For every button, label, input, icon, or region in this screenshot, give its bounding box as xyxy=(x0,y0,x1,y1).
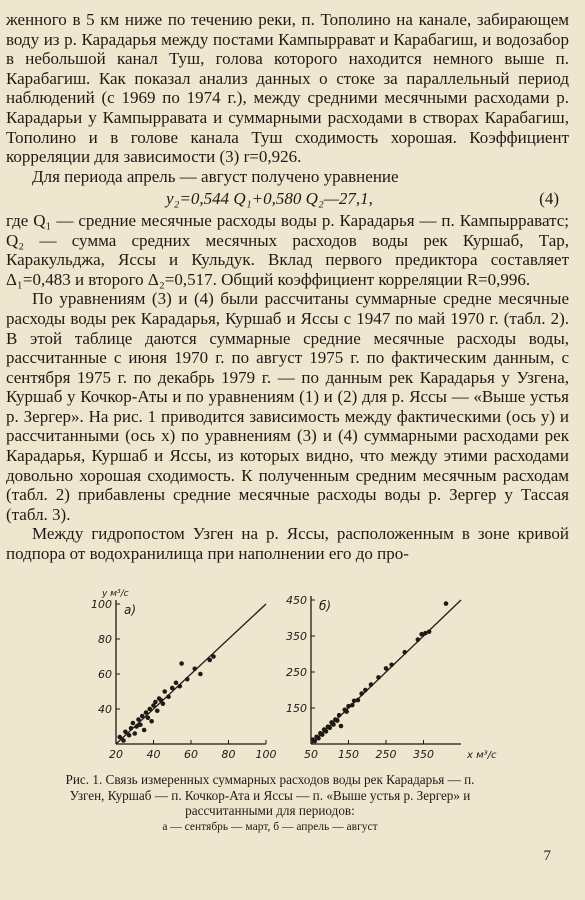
data-point xyxy=(123,729,128,734)
x-unit-label: x м³/с xyxy=(467,750,497,761)
data-point xyxy=(369,682,374,687)
data-point xyxy=(356,698,361,703)
data-point xyxy=(331,722,336,727)
y-tick-label: 40 xyxy=(98,703,112,716)
data-point xyxy=(155,708,160,713)
data-point xyxy=(146,715,151,720)
data-point xyxy=(149,719,154,724)
data-point xyxy=(211,654,216,659)
x-tick-label: 60 xyxy=(184,748,198,761)
data-point xyxy=(153,700,158,705)
data-point xyxy=(316,736,321,741)
data-point xyxy=(402,650,407,655)
scatter-chart-b xyxy=(265,588,497,768)
regression-line xyxy=(116,604,266,744)
x-tick-label: 50 xyxy=(304,748,318,761)
data-point xyxy=(185,677,190,682)
x-tick-label: 250 xyxy=(375,748,397,761)
data-point xyxy=(376,675,381,680)
data-point xyxy=(138,722,143,727)
data-point xyxy=(142,728,147,733)
data-point xyxy=(327,726,332,731)
data-point xyxy=(131,721,136,726)
data-point xyxy=(144,710,149,715)
figure-caption xyxy=(60,772,480,835)
paragraph: Для периода апрель — август получено уравнение xyxy=(32,166,399,186)
panel-label: б) xyxy=(319,599,332,613)
data-point xyxy=(121,738,126,743)
data-point xyxy=(324,729,329,734)
x-tick-label: 100 xyxy=(255,748,277,761)
x-tick-label: 150 xyxy=(338,748,359,761)
data-point xyxy=(389,663,394,668)
data-point xyxy=(192,666,197,671)
body-text xyxy=(6,10,569,564)
x-tick-label: 80 xyxy=(221,748,236,761)
data-point xyxy=(117,735,122,740)
data-point xyxy=(162,689,167,694)
data-point xyxy=(359,691,364,696)
data-point xyxy=(335,718,340,723)
data-point xyxy=(179,661,184,666)
y-tick-label: 150 xyxy=(286,702,307,715)
data-point xyxy=(147,707,152,712)
panel-label: а) xyxy=(124,603,137,617)
scatter-chart-a xyxy=(70,588,277,768)
equation-number: (4) xyxy=(539,189,559,209)
y-tick-label: 250 xyxy=(286,666,307,679)
data-point xyxy=(170,686,175,691)
y-tick-label: 450 xyxy=(286,594,307,607)
equation-4 xyxy=(6,189,569,209)
paragraph: Между гидропостом Узген на р. Яссы, расположенным в зоне кривой подпора от водохранилища при наполнении его до про- xyxy=(6,524,569,564)
data-point xyxy=(363,688,368,693)
data-point xyxy=(444,601,449,606)
data-point xyxy=(161,701,166,706)
paragraph: По уравнениям (3) и (4) были рассчитаны суммарные средне месячные расходы воды рек Карадарья, Куршаб и Яссы с 1947 по май 1970 г. (табл. 2). В этой таблице даются суммарные средние месячные расходы воды, рассчитанные с июня 1970 г. по август 1975 г. по фактическим данным, с сентября 1975 г. по декабрь 1979 г. — по данным рек Карадарья у Узгена, Куршаб у Кочкор-Аты и по уравнениям (1) и (2) для р. Яссы — «Выше устья р. Зергер». На рис. 1 приводится зависимость между фактическими (ось y) и рассчитанными (ось x) по уравнениям (3) и (4) суммарными расходами рек Карадарья, Куршаб и Яссы, из которых видно, что между этими расходами довольно хорошая сходимость. К полученным средним месячным расходам (табл. 2) прибавлены средние месячные расходы воды р. Зергер у Тассая (табл. 3). xyxy=(6,289,569,524)
data-point xyxy=(132,731,137,736)
data-point xyxy=(177,684,182,689)
data-point xyxy=(129,726,134,731)
y-tick-label: 60 xyxy=(98,668,112,681)
data-point xyxy=(337,713,342,718)
data-point xyxy=(384,666,389,671)
data-point xyxy=(136,717,141,722)
x-tick-label: 40 xyxy=(146,748,161,761)
data-point xyxy=(166,694,171,699)
paragraph: женного в 5 км ниже по течению реки, п. Тополино на канале, забирающем воду из р. Карадарья между постами Кампыррават и Карабагиш, и водозабор в небольшой канал Туш, голова которого находится немного выше п. Карабагиш. Как показал анализ данных о стоке за параллельный период наблюдений (с 1969 по 1974 г.), между средними месячными расходами р. Карадарьи у Кампырравата и суммарными расходами в створах Карабагиш, Тополино и в голове канала Туш сходимость хорошая. Коэффициент корреляции для зависимости (3) r=0,926. xyxy=(6,10,569,167)
equation-text: y₂=0,544 Q₁+0,580 Q₂—27,1, xyxy=(166,189,373,209)
data-point xyxy=(427,629,432,634)
x-tick-label: 20 xyxy=(109,748,123,761)
data-point xyxy=(174,680,179,685)
data-point xyxy=(416,637,421,642)
y-tick-label: 100 xyxy=(91,598,112,611)
caption-legend: а — сентябрь — март, б — апрель — август xyxy=(162,820,378,833)
y-tick-label: 80 xyxy=(98,633,112,646)
data-point xyxy=(207,658,212,663)
y-tick-label: 350 xyxy=(286,630,307,643)
page-number: 7 xyxy=(543,848,551,864)
x-tick-label: 350 xyxy=(413,748,434,761)
data-point xyxy=(312,739,317,744)
caption-title: Рис. 1. Связь измеренных суммарных расходов воды рек Карадарья — п. Узген, Куршаб — п. Кочкор-Ата и Яссы — п. «Выше устья р. Зергер» и рассчитанными для периодов: xyxy=(65,772,475,818)
data-point xyxy=(339,724,344,729)
data-point xyxy=(127,733,132,738)
figure-1 xyxy=(0,588,585,768)
data-point xyxy=(198,672,203,677)
data-point xyxy=(344,709,349,714)
data-point xyxy=(320,732,325,737)
data-point xyxy=(140,714,145,719)
data-point xyxy=(350,703,355,708)
paragraph: где Q₁ — средние месячные расходы воды р. Карадарья — п. Кампырраватс; Q₂ — сумма средних месячных расходов воды рек Куршаб, Тар, Каракульджа, Яссы и Кульдук. Вклад первого предиктора составляет Δ₁=0,483 и второго Δ₂=0,517. Общий коэффициент корреляции R=0,996. xyxy=(6,210,569,289)
y-unit-label: y м³/с xyxy=(102,589,129,599)
